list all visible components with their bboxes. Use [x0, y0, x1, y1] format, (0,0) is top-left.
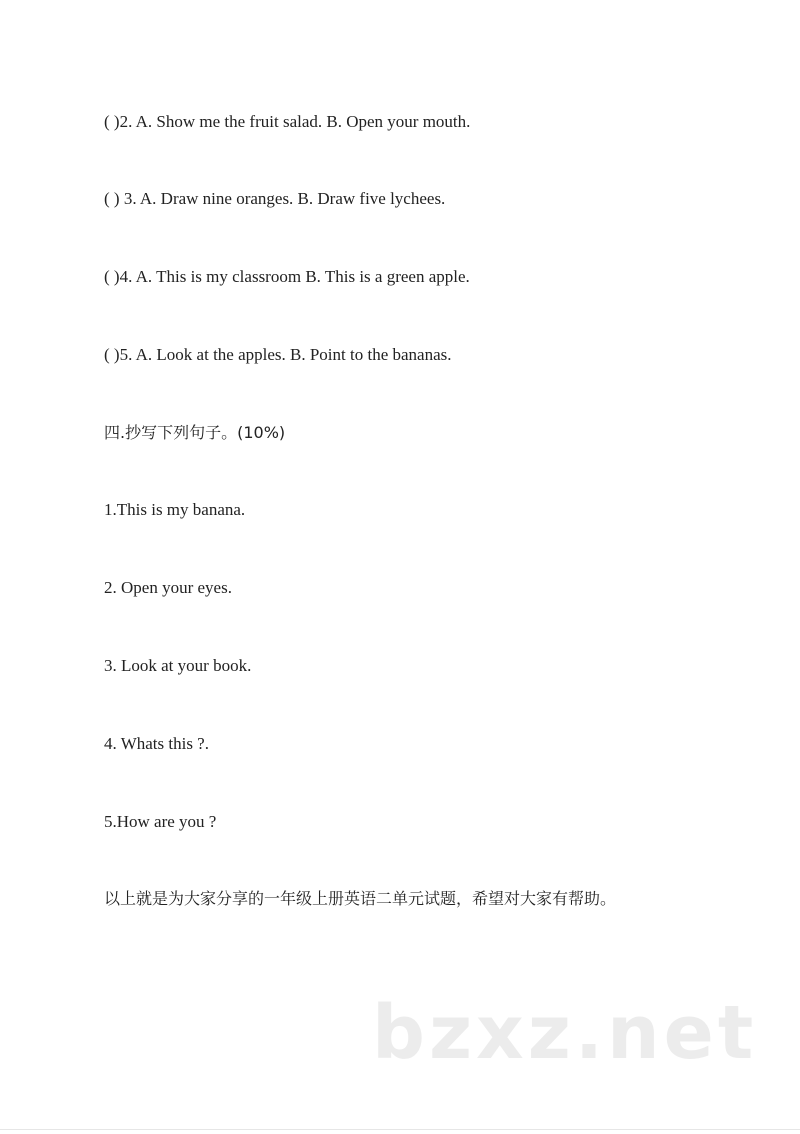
page-bottom-divider	[0, 1129, 800, 1130]
question-3: ( ) 3. A. Draw nine oranges. B. Draw five lychees.	[104, 189, 446, 208]
sentence-3: 3. Look at your book.	[104, 656, 252, 675]
closing-note: 以上就是为大家分享的一年级上册英语二单元试题，希望对大家有帮助。	[104, 889, 617, 908]
section-heading-copy-sentences: 四.抄写下列句子。(10%)	[104, 423, 286, 442]
question-2: ( )2. A. Show me the fruit salad. B. Open your mouth.	[104, 112, 471, 131]
sentence-2: 2. Open your eyes.	[104, 578, 232, 597]
watermark-logo: bzxz.net	[372, 990, 758, 1076]
sentence-4: 4. Whats this ?.	[104, 734, 209, 753]
question-4: ( )4. A. This is my classroom B. This is a green apple.	[104, 267, 470, 286]
sentence-5: 5.How are you ?	[104, 812, 217, 831]
sentence-1: 1.This is my banana.	[104, 500, 246, 519]
question-5: ( )5. A. Look at the apples. B. Point to the bananas.	[104, 345, 452, 364]
